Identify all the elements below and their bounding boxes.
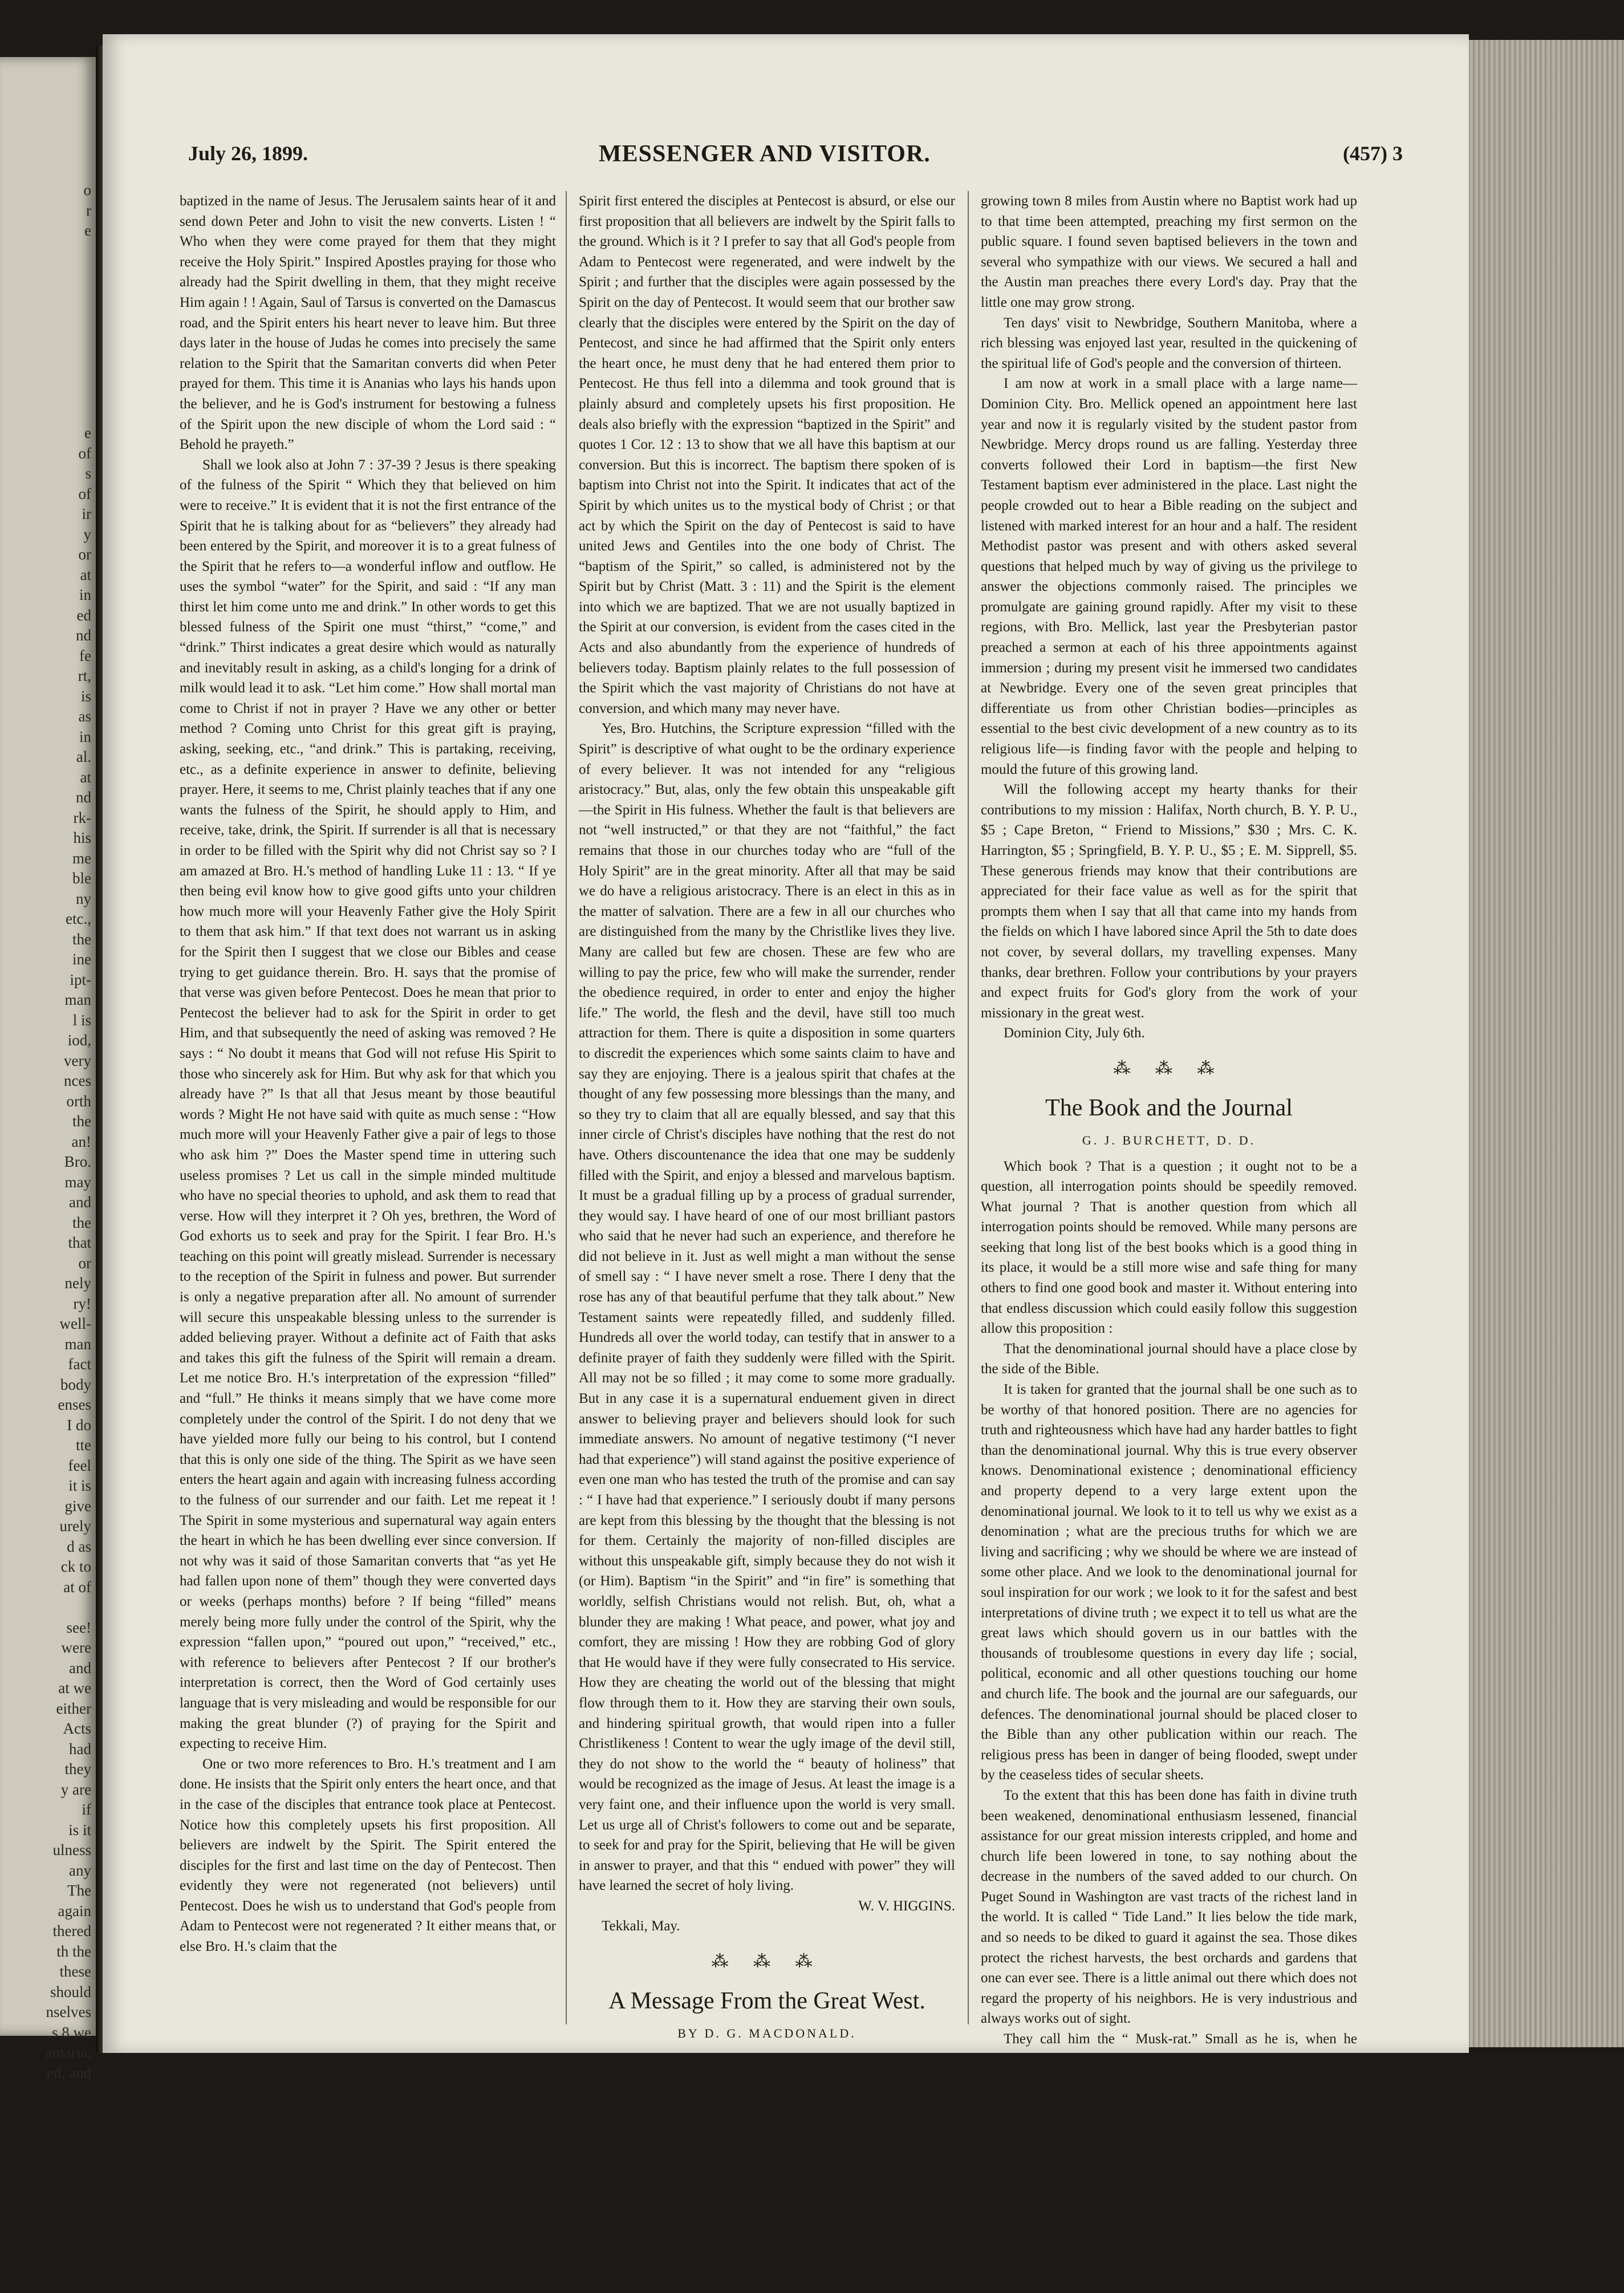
margin-fragment: as [78,708,91,725]
paragraph: They call him the “ Musk-rat.” Small as he is, when he succeeds in digging through the dike the water comes through and soon has an opening large enough to flood fields and orchards. This has taken place often in the history of that region, and before the sea can be driven back the crops are destroyed and the trees are dead. [981,2031,1357,2149]
margin-fragment: I do [67,1416,91,1434]
margin-fragment: amaria. [45,2044,91,2061]
margin-fragment: nd [76,627,91,644]
margin-fragment: l is [72,1011,91,1029]
page-header [188,136,1403,176]
margin-fragment: ipt- [70,971,91,988]
margin-fragment: man [64,991,91,1008]
dateline: Dominion City, July 6th. [1004,1025,1145,1041]
margin-fragment: of [78,485,91,502]
margin-fragment: The [67,1882,91,1899]
paragraph: Yes, Bro. Hutchins, the Scripture expression “filled with the Spirit” is descriptive of what ought to be the ordinary experience of every believer. It was not intended for any “religious aristocracy.” But, alas, only the few obtain this unspeakable gift—the Spirit in His fulness. Whether the fault is that believers are not “well instructed,” or that they are not “faithful,” the fact remains that those in our churches today who are “full of the Holy Spirit” are in the great minority. After all that may be said we do have a religious aristocracy. There is an elect in this as in the matter of salvation. There are a few in all our churches who are distinguished from the many by the Christlike lives they live. Many are called but few are chosen. These are few who are willing to pay the price, few who will make the surrender, render the obedience required, in order to enter and enjoy the higher life.” The world, the flesh and the devil, have still too much attraction for them. There is quite a disposition in some quarters to discredit the experiences which some saints claim to have and say they are enjoying. There is a jealous spirit that chafes at the thought of any few possessing more blessings than the many, and so they try to claim that all are equally blessed, and say that this inner circle of Christ's disciples have nothing that the rest do not have. Others discountenance the idea that one may be suddenly filled with the Spirit, and enjoy a blessed and marvelous baptism. It must be a gradual filling up by a process of gradual surrender, they would say. I have heard of one of our most brilliant pastors who said that he never had such an experience, and therefore he did not believe in it. Just as well might a man without the sense of smell say : “ I have never smelt a rose. There I deny that the rose has any of that beautiful perfume that they talk about.” New Testament saints were repeatedly filled, and suddenly filled. Hundreds all over the world today, can testify that in answer to a definite prayer of faith they suddenly were filled with the Spirit. All may not be so filled ; it may come to some more gradually. But in any case it is a supernatural enduement given in direct answer to believing prayer and believers should look for such immediate answers. No amount of negative testimony (“I never had that experience”) will stand against the positive experience of even one man who has tested the truth of the promise and can say : “ I have had that experience.” I seriously doubt if many persons are kept from this blessing by the thought that the blessing is not for them. Certainly the majority of non-filled disciples are without this unspeakable gift, simply because they do not wish it (or Him). Baptism “in the Spirit” and “in fire” is something that worldly, selfish Christians would not relish. But, oh, what a blunder they are making ! What peace, and power, what joy and comfort, they are missing ! How they are robbing God of glory that He would have if they were fully consecrated to His service. How they are cheating the world out of the blessing that might flow through them to it. How they are starving their own souls, and hindering spiritual growth, that would ripen into a fuller Christlikeness ! Content to wear the ugly image of the devil still, they do not show to the world the “ beauty of holiness” that would be recognized as the image of Jesus. At least the image is a very faint one, and their influence upon the world is very small. Let us urge all of Christ's followers to come out and be separate, to seek for and pray for the Spirit, believing that He will be given in answer to prayer, and that this “ endued with power” they will have learned the secret of holy living. [579,721,955,1894]
article-title: The Book and the Journal [1045,1094,1293,1121]
article-title: A Message From the Great West. [608,1987,925,2014]
margin-fragment: in [79,586,91,603]
paragraph: Spirit first entered the disciples at Pentecost is absurd, or else our first proposition that all believers are indwelt by the Spirit falls to the ground. Which is it ? I prefer to say that all God's people from Adam to Pentecost were regenerated, and were indwelt by the Spirit ; and further that the disciples were again possessed by the Spirit on the day of Pentecost. It would seem that our brother saw clearly that the disciples were entered by the Spirit on the day of Pentecost, and since he had affirmed that the Spirit only enters the heart once, he must deny that he had entered them prior to Pentecost. He thus fell into a dilemma and took ground that is plainly absurd and completely upsets his first proposition. He deals also briefly with the expression “baptized in the Spirit” and quotes 1 Cor. 12 : 13 to show that we all have this baptism at our conversion. But this is incorrect. The baptism there spoken of is baptism into Christ not into the Spirit. It indicates that act of the Spirit by which unites us to the mystical body of Christ ; or that act by which the Spirit on the day of Pentecost is said to have united Jews and Gentiles into the one body of Christ. The “baptism of the Spirit,” so called, is administered not by the Spirit but by Christ (Matt. 3 : 11) and the Spirit is the element into which we are baptized. That we are not usually baptized in the Spirit at our conversion, is evident from the cases cited in the Acts and also abundantly from the experience of hundreds of believers today. Baptism plainly relates to the full possession of the Spirit which the vast majority of Christians do not have at conversion, and which many may never have. [579,193,955,716]
margin-fragment: in [79,728,91,745]
column-rule [566,191,567,2024]
column-2 [579,191,955,2291]
paragraph: growing town 8 miles from Austin where no Baptist work had up to that time been attempted, preaching my first sermon on the public square. I found seven baptised believers in the town and several who sympathize with our views. We secured a hall and the Austin man preaches there every Lord's day. Pray that the little one may grow strong. [981,193,1357,310]
margin-fragment: his [73,829,91,846]
margin-fragment: any [69,1861,91,1879]
margin-fragment: of [78,444,91,462]
margin-fragment: iod, [67,1032,91,1049]
margin-fragment: ulness [52,1841,91,1858]
margin-fragment: these [59,1963,91,1980]
page-stack-edges [1469,40,1624,2047]
margin-fragment: again [58,1902,91,1919]
column-3 [981,191,1357,2230]
margin-fragment: or [78,1254,91,1272]
margin-fragment: fe [79,647,91,664]
margin-fragment: s [85,465,91,482]
page-number: (457) 3 [1343,142,1403,165]
margin-fragment: it is [68,1477,91,1494]
paragraph: Dear Editor.—Knowing your interest in the kingdom of our Lord and in each one of His servants I make free to ask room for another brief message from this great mission field. [579,2051,955,2108]
margin-fragment: ed, and [47,2064,91,2081]
margin-fragment: the [72,1113,91,1130]
margin-fragment: o [83,181,91,198]
margin-fragment: ck to [60,1558,91,1575]
margin-fragment: at we [58,1679,91,1697]
paragraph: My last was from Winnipeg. The good work reported then still goes on at Logan ave. under the admirable ministrations of Bro. Vincent. Nothing more than regular work can be carried on in this country during seed time, outside the cities, the same is true of harvest time. Seeding month was spent with my family at Austin, during which time an effort was made to lengthen the cords and strengthen the stakes of the Baptist cause recently inaugurated there. We now have a student settled on the field for the summer. I spent a week in a [579,2112,955,2291]
paragraph: One or two more references to Bro. H.'s treatment and I am done. He insists that the Spirit only enters the heart once, and that in the case of the disciples that entrance took place at Pentecost. Notice how this completely upsets his first proposition. All believers are indwelt by the Spirit. The Spirit entered the disciples for the first and last time on the day of Pentecost. Then evidently they were not regenerated (not believers) until Pentecost. Does he wish us to understand that God's people from Adam to Pentecost were not regenerated ? It either means that, or else Bro. H.'s claim that the [180,1756,556,1955]
margin-fragment: see! [66,1618,91,1636]
section-ornament: ⁂ ⁂ ⁂ [711,1952,823,1971]
margin-fragment: should [50,1983,91,2000]
margin-fragment: nselves [46,2003,91,2020]
margin-fragment: and [69,1194,91,1211]
column-rule [968,191,969,2024]
margin-fragment: d as [67,1537,91,1555]
margin-fragment: at of [63,1578,91,1596]
margin-fragment: and [69,1659,91,1677]
margin-fragment: ble [72,870,91,887]
masthead-title: MESSENGER AND VISITOR. [599,141,931,167]
margin-fragment: well- [59,1315,91,1332]
margin-fragment: were [61,1639,91,1656]
margin-fragment: an! [71,1133,91,1150]
book-gutter [96,46,103,2053]
column-1 [180,191,556,2024]
margin-fragment: may [64,1173,91,1191]
margin-fragment: etc., [66,910,91,927]
margin-fragment: either [56,1699,91,1717]
margin-fragment: e [84,222,91,239]
margin-fragment: if [82,1801,91,1818]
margin-fragment: r [86,201,91,219]
margin-fragment: had [69,1740,91,1758]
margin-fragment: or [78,546,91,563]
author-signature: W. V. HIGGINS. [858,1898,955,1914]
margin-fragment: is [80,687,91,705]
margin-fragment: give [64,1497,91,1515]
paragraph: baptized in the name of Jesus. The Jerusalem saints hear of it and send down Peter and John to visit the new converts. Listen ! “ Who when they were come prayed for them that they might receive the Holy Spirit.” Inspired Apostles praying for those who already had the Spirit dwelling in them, that they might receive Him again ! ! Again, Saul of Tarsus is converted on the Damascus road, and the Spirit enters his heart never to leave him. But three days later in the house of Judas he comes into precisely the same relation to the Spirit that the Samaritan converts did when Peter prayed for them. This time it is Ananias who lays his hands upon the believer, and he is God's instrument for bestowing a fulness of the Spirit upon the new disciple of whom the Lord said : “ Behold he prayeth.” [180,193,556,453]
margin-fragment: fact [68,1355,91,1373]
margin-fragment: ny [76,890,91,907]
margin-fragment: ed [76,606,91,624]
paragraph: Will the following accept my hearty thanks for their contributions to my mission : Halifax, North church, B. Y. P. U., $5 ; Cape Breton, “ Friend to Missions,” $30 ; Mrs. C. K. Harrington, $5 ; Springfield, B. Y. P. U., $5 ; E. M. Sipprell, $5. These generous friends may know that their contributions are appreciated for their face value as well as for the spirit that prompts them when I say that all that came into my hands from the fields on which I have labored since April the 5th to date does not cover, by several dollars, my travelling expenses. Many thanks, dear brethren. Follow your contributions by your prayers and expect fruits for God's glory from the work of your missionary in the great west. [981,782,1357,1021]
margin-fragment: rk- [73,809,91,826]
margin-fragment: thered [52,1922,91,1939]
paragraph: So the enemy is ever at work to undermine our defences ; he wants to let the sea in upon us, and to the extent he succeeds we shall see our fairest possessions laid waste. As we keep our defences so shall we keep our life.—The Commonwealth. [981,2153,1357,2230]
margin-fragment: ine [72,951,91,968]
margin-fragment: y [83,525,91,543]
margin-fragment: that [68,1234,91,1251]
margin-fragment: very [64,1052,91,1069]
margin-fragment: orth [66,1092,91,1110]
margin-fragment: the [72,930,91,948]
paragraph: Which book ? That is a question ; it ought not to be a question, all interrogation points should be speedily removed. What journal ? That is another question from which all interrogation points should be removed. While many persons are seeking that long list of the best books which is a good thing in its place, it would be a still more wise and safe thing for many others to find one good book and master it. Without entering into that endless discussion which could easily follow this suggestion allow this proposition : [981,1158,1357,1337]
margin-fragment: ir [82,505,91,522]
margin-fragment: tte [76,1436,91,1454]
margin-fragment: me [72,849,91,867]
margin-fragment: ry! [73,1294,91,1312]
margin-fragment: feel [68,1456,91,1474]
margin-fragment: man [64,1335,91,1353]
margin-fragment: rt, [78,667,91,684]
margin-fragment: at [80,566,91,583]
previous-page-edge [0,57,96,2081]
margin-fragment: is it [68,1821,91,1839]
paragraph: I am now at work in a small place with a large name—Dominion City. Bro. Mellick opened an appointment here last year and now it is regularly visited by the student pastor from Newbridge. Mercy drops round us are falling. Yesterday three converts followed their Lord in baptism—the first New Testament baptism ever administered in the place. Last night the people crowded out to hear a Bible reading on the subject and listened with marked interest for an hour and a half. The resident Methodist pastor was present and with others asked several questions that helped much by way of giving us the privilege to answer the objections commonly raised. The principles we promulgate are gaining ground rapidly. After my visit to these regions, with Bro. Mellick, last year the Presbyterian pastor preached a sermon at each of his three appointments against immersion ; during my present visit he immersed two candidates at Newbridge. Every one of the seven great principles that differentiate us from other Christian bodies—principles as essential to the best civic development of a new country as to its religious life—is finding favor with the people and helping to mould the future of this growing land. [981,376,1357,777]
margin-fragment: urely [59,1517,91,1535]
margin-fragment: at [80,768,91,786]
paragraph: Ten days' visit to Newbridge, Southern Manitoba, where a rich blessing was enjoyed last year, resulted in the quickening of the spiritual life of God's people and the conversion of thirteen. [981,315,1357,371]
margin-fragment: Acts [63,1720,91,1737]
margin-fragment: Bro. [64,1153,91,1170]
paragraph: Shall we look also at John 7 : 37-39 ? Jesus is there speaking of the fulness of the Spirit “ Which they that believed on him were to receive.” It is evident that it is not the first entrance of the Spirit that he is talking about for as “believers” they already had been entered by the Spirit, and moreover it is to a great fulness of the Spirit that he refers to—a wonderful inflow and outflow. He uses the symbol “water” for the Spirit, and said : “If any man thirst let him come unto me and drink.” In other words to get this blessed fulness of the Spirit one must “thirst,” “come,” and “drink.” Thirst indicates a great desire which would as naturally and inevitably result in asking, as a child's longing for a drink of milk would lead it to ask. “Let him come.” How shall mortal man come to Christ if not in prayer ? Have we any other or better method ? Coming unto Christ for this great gift is praying, asking, seeking, etc., “and drink.” This is partaking, receiving, etc., as a definite experience in answer to definite, believing prayer. Here, it seems to me, Christ plainly teaches that if any one wants the fulness of the Spirit, he should apply to Him, and receive, take, drink, the Spirit. If surrender is all that is necessary in order to be filled with the Spirit why did not Christ say so ? I am amazed at Bro. H.'s method of handling Luke 11 : 13. “ If ye then being evil know how to give good gifts unto your children how much more will your Heavenly Father give the Holy Spirit to them that ask him.” If that text does not warrant us in asking for the Spirit then I suggest that we close our Bibles and cease trying to get guidance therein. Bro. H. says that the promise of that verse was given before Pentecost. Does he mean that prior to Pentecost the believer had to ask for the Spirit in order to get Him, and that subsequently the need of asking was removed ? He says : “ No doubt it means that God will not refuse His Spirit to those who sincerely ask for Him. But why ask for that which you already have ?” Is that all that Jesus meant by those beautiful words ? Might He not have said with quite as much sense : “How much more will your Heavenly Father give a pair of legs to those who ask him ?” Does the Master spend time in uttering such useless promises ? Let us call in the simple minded multitude who have no special theories to uphold, and ask them to read that verse. How will they interpret it ? Oh yes, brethren, the Word of God exhorts us to seek and pray for the Spirit. I fear Bro. H.'s teaching on this point will greatly mislead. Surrender is necessary to the reception of the Spirit in fulness and power. But surrender is only a negative preparation after all. No amount of surrender will secure this unspeakable blessing unless to the surrender is added believing prayer. Without a definite act of Faith that asks and takes this gift the fulness of the Spirit will remain a dream. Let me notice Bro. H.'s interpretation of the expression “filled” and “full.” He thinks it means simply that we have come more completely under the control of the Spirit. I do not deny that we have yielded more fully our being to his control, but I contend that this is only one side of the thing. The Spirit as we have seen enters the heart again and again with increasing fulness according to the fulness of our surrender and our faith. Let me repeat it ! The Spirit in some mysterious and supernatural way again enters the heart in which he has been dwelling ever since conversion. If not why was it said of those Samaritan converts that “as yet He had fallen upon none of them” though they were converted days or weeks (perhaps months) before ? If being “filled” means merely being more fully under the control of the Spirit, why the expression “fallen upon,” “poured out upon,” “received,” etc., with reference to believers after Pentecost ? If our brother's interpretation is correct, then the Word of God certainly uses language that is very misleading and would be responsible for our making the great blunder (?) of praying for the Spirit and expecting to receive Him. [180,457,556,1752]
margin-fragment: al. [76,748,91,765]
margin-fragment: th the [56,1942,91,1960]
paragraph: It is taken for granted that the journal shall be one such as to be worthy of that honored position. There are no agencies for truth and righteousness which have had any harder battles to fight than the denominational journal. Why this is true every observer knows. Denominational existence ; denominational efficiency and property depend to a very large extent upon the denominational journal. We look to it to tell us why we exist as a denomination ; what are the precious truths for which we are living and sacrificing ; why we should be where we are instead of some other place. And we look to the denominational journal for soul inspiration for our work ; we look to it for the safest and best interpretations of divine truth ; we expect it to tell us what are the great laws which should govern us in our battles with the thousands of troublesome questions in every day life ; social, political, economic and all other questions touching our home and church life. The book and the journal are our safeguards, our defences. The denominational journal should be placed closer to the Bible than any other publication within our reach. The religious press has been in danger of being flooded, swept under by the ceaseless tides of secular sheets. [981,1382,1357,1783]
section-ornament: ⁂ ⁂ ⁂ [1113,1058,1225,1078]
margin-fragment: nely [64,1275,91,1292]
paragraph: To the extent that this has been done has faith in divine truth been weakened, denominational enthusiasm lessened, financial assistance for our great mission interests crippled, and home and church life been lowered in tone, to say nothing about the decrease in the numbers of the saved added to our church. On Puget Sound in Washington are vast tracts of the richest land in the world. It is called “ Tide Land.” It lies below the tide mark, and so needs to be diked to guard it against the sea. Those dikes protect the richest harvests, the best orchards and gardens that one can ever see. There is a little animal out there which does not regard the property of his neighbors. He is very industrious and always works out of sight. [981,1787,1357,2027]
margin-fragment: e [84,424,91,441]
paragraph: That the denominational journal should have a place close by the side of the Bible. [981,1341,1357,1377]
margin-fragment: they [64,1760,91,1777]
issue-date: July 26, 1899. [188,142,308,165]
margin-fragment: body [60,1375,91,1393]
article-byline: G. J. BURCHETT, D. D. [1082,1133,1256,1147]
article-byline: BY D. G. MACDONALD. [677,2026,856,2041]
margin-fragment: the [72,1214,91,1231]
margin-fragment: y are [60,1780,91,1798]
margin-fragment: enses [58,1396,91,1413]
newspaper-page [103,34,1469,2291]
margin-fragment: nd [76,789,91,806]
margin-fragment: nces [64,1072,91,1089]
dateline: Tekkali, May. [602,1918,680,1934]
margin-fragment: s 8 we [52,2023,91,2041]
